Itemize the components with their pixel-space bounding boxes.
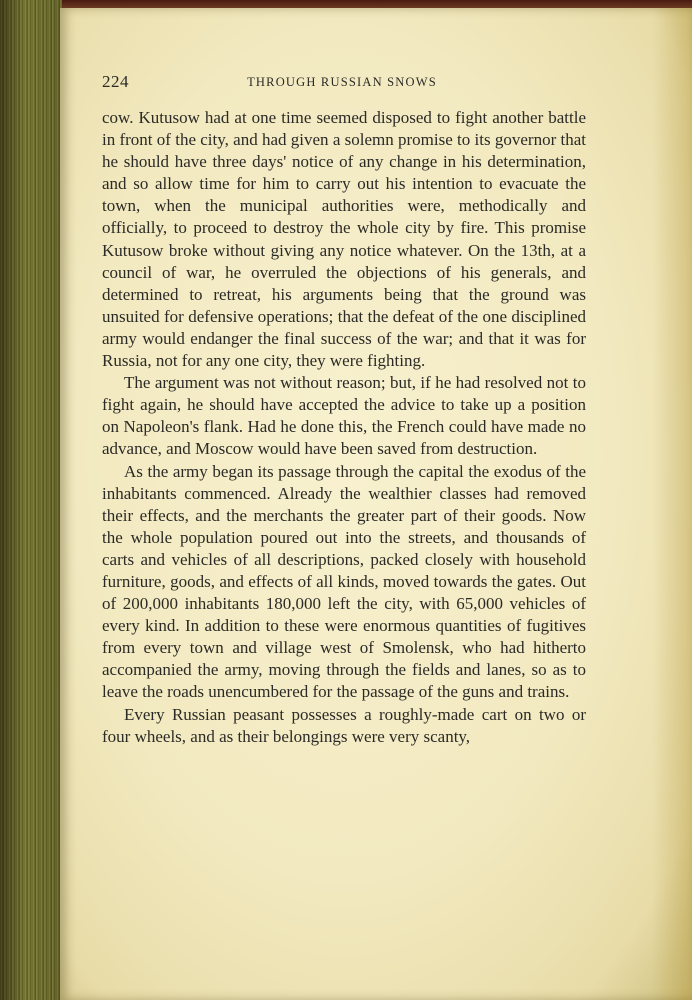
running-title: THROUGH RUSSIAN SNOWS — [247, 75, 437, 89]
paragraph: Every Russian peasant possesses a roughly-made cart on two or four wheels, and as their belongings were very scanty, — [102, 704, 586, 746]
paragraph-continued: cow. Kutusow had at one time seemed disposed to fight another battle in front of the city, and had given a solemn promise to its governor that he should have three days' notice of any change in his determination, and so allow time for him to carry out his intention to evacuate the town, when the municipal authorities were, methodically and officially, to proceed to destroy the whole city by fire. This promise Kutusow broke without giving any notice whatever. On the 13th, at a council of war, he overruled the objections of his generals, and determined to retreat, his arguments being that the ground was unsuited for defensive operations; that the defeat of the one disciplined army would endanger the final success of the war; and that it was for Russia, not for any one city, they were fighting. — [102, 108, 586, 371]
page-number: 224 — [102, 72, 129, 91]
running-head — [102, 72, 582, 94]
book-page-edges — [0, 0, 62, 1000]
paragraph: As the army began its passage through the capital the exodus of the inhabitants commenced. Already the wealthier classes had removed their effects, and the merchants the greater part of their goods. Now the whole population poured out into the streets, and thousands of carts and vehicles of all descriptions, packed closely with household furniture, goods, and effects of all kinds, moved towards the gates. Out of 200,000 inhabitants 180,000 left the city, with 65,000 vehicles of every kind. In addition to these were enormous quantities of fugitives from every town and village west of Smolensk, who had hitherto accompanied the army, moving through the fields and lanes, so as to leave the roads unencumbered for the passage of the guns and trains. — [102, 461, 586, 702]
body-text — [102, 107, 586, 748]
paragraph: The argument was not without reason; but, if he had resolved not to fight again, he should have accepted the advice to take up a position on Napoleon's flank. Had he done this, the French could have made no advance, and Moscow would have been saved from destruction. — [102, 373, 586, 459]
top-edge — [0, 0, 692, 8]
